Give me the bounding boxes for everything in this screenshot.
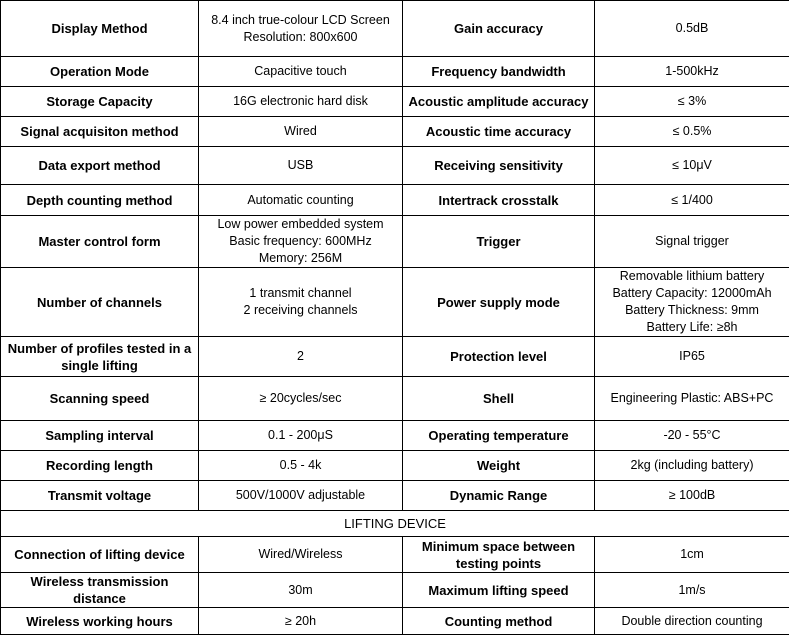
spec-label: Signal acquisiton method [1,117,199,147]
spec-value: Removable lithium battery Battery Capacity: 12000mAh Battery Thickness: 9mm Battery Life: ≥8h [595,268,789,337]
spec-value: 2 [199,337,403,377]
spec-value: 0.1 - 200μS [199,421,403,451]
spec-label: Acoustic amplitude accuracy [403,87,595,117]
spec-label: Data export method [1,147,199,185]
spec-label: Intertrack crosstalk [403,185,595,216]
spec-label: Weight [403,451,595,481]
spec-value: Wired [199,117,403,147]
spec-value: 30m [199,573,403,608]
spec-row [1,268,789,337]
spec-value: 0.5 - 4k [199,451,403,481]
spec-value: Signal trigger [595,216,789,268]
spec-value: ≥ 100dB [595,481,789,511]
spec-label: Dynamic Range [403,481,595,511]
spec-label: Gain accuracy [403,1,595,57]
section-title: LIFTING DEVICE [1,511,789,537]
spec-label: Maximum lifting speed [403,573,595,608]
spec-label: Recording length [1,451,199,481]
spec-value: 500V/1000V adjustable [199,481,403,511]
spec-value: 1m/s [595,573,789,608]
spec-label: Sampling interval [1,421,199,451]
spec-row [1,1,789,57]
spec-label: Power supply mode [403,268,595,337]
spec-value: ≥ 20h [199,608,403,635]
spec-row [1,216,789,268]
spec-value: Double direction counting [595,608,789,635]
spec-value: ≤ 1/400 [595,185,789,216]
spec-value: ≤ 0.5% [595,117,789,147]
spec-value: 1-500kHz [595,57,789,87]
spec-row [1,377,789,421]
spec-label: Trigger [403,216,595,268]
spec-label: Wireless working hours [1,608,199,635]
spec-label: Counting method [403,608,595,635]
spec-row [1,421,789,451]
spec-value: -20 - 55°C [595,421,789,451]
spec-label: Operation Mode [1,57,199,87]
spec-value: Capacitive touch [199,57,403,87]
spec-row [1,573,789,608]
spec-value: 8.4 inch true-colour LCD Screen Resolution: 800x600 [199,1,403,57]
spec-label: Storage Capacity [1,87,199,117]
spec-row [1,481,789,511]
spec-label: Frequency bandwidth [403,57,595,87]
spec-row [1,57,789,87]
spec-value: ≥ 20cycles/sec [199,377,403,421]
spec-value: 2kg (including battery) [595,451,789,481]
spec-value: Low power embedded system Basic frequency: 600MHz Memory: 256M [199,216,403,268]
spec-label: Protection level [403,337,595,377]
spec-row [1,451,789,481]
spec-value: Engineering Plastic: ABS+PC [595,377,789,421]
spec-label: Minimum space between testing points [403,537,595,573]
spec-row [1,608,789,635]
spec-value: 0.5dB [595,1,789,57]
spec-label: Number of channels [1,268,199,337]
spec-row [1,147,789,185]
spec-value: 1cm [595,537,789,573]
spec-label: Connection of lifting device [1,537,199,573]
spec-label: Display Method [1,1,199,57]
spec-label: Master control form [1,216,199,268]
spec-row [1,117,789,147]
spec-row [1,337,789,377]
spec-label: Wireless transmission distance [1,573,199,608]
spec-row [1,87,789,117]
spec-value: USB [199,147,403,185]
spec-value: Automatic counting [199,185,403,216]
spec-label: Operating temperature [403,421,595,451]
spec-label: Number of profiles tested in a single lifting [1,337,199,377]
section-row [1,511,789,537]
spec-row [1,185,789,216]
spec-value: 16G electronic hard disk [199,87,403,117]
spec-value: Wired/Wireless [199,537,403,573]
spec-label: Shell [403,377,595,421]
spec-label: Depth counting method [1,185,199,216]
spec-label: Receiving sensitivity [403,147,595,185]
spec-row [1,537,789,573]
spec-value: 1 transmit channel 2 receiving channels [199,268,403,337]
spec-label: Transmit voltage [1,481,199,511]
spec-value: ≤ 3% [595,87,789,117]
spec-label: Scanning speed [1,377,199,421]
spec-label: Acoustic time accuracy [403,117,595,147]
spec-value: IP65 [595,337,789,377]
spec-value: ≤ 10μV [595,147,789,185]
